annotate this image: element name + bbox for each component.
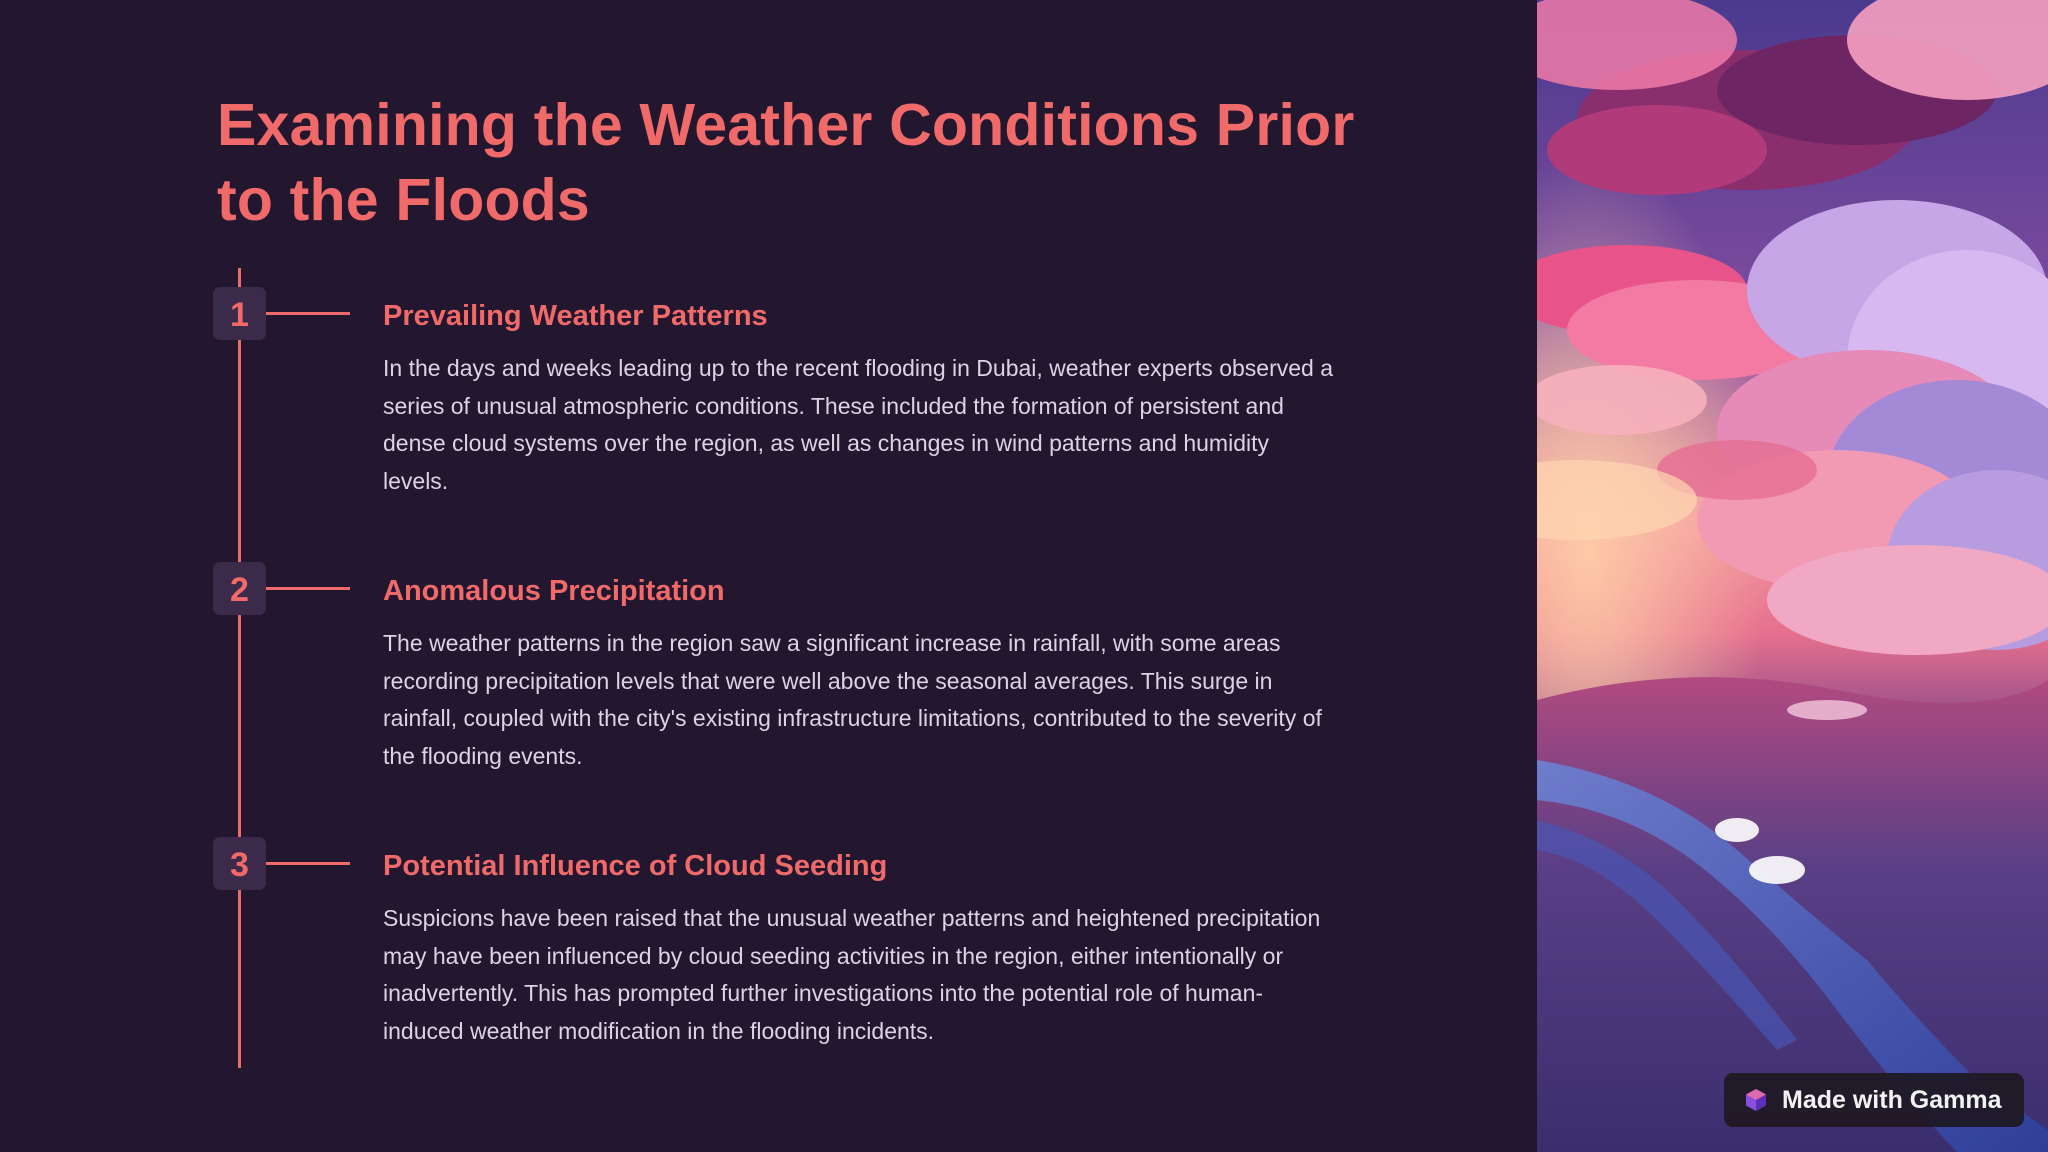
step-connector (266, 312, 350, 315)
step-connector (266, 587, 350, 590)
step-number-badge (213, 287, 266, 340)
step-heading: Potential Influence of Cloud Seeding (383, 850, 888, 882)
badge-label: Made with Gamma (1782, 1085, 2002, 1114)
step-number-badge (213, 837, 266, 890)
cloudscape-illustration (1537, 0, 2048, 1152)
step-body: In the days and weeks leading up to the recent flooding in Dubai, weather experts observed a series of unusual atmospheric conditions. These included the formation of persistent and dense cloud systems over the region, as well as changes in wind patterns and humidity levels. (383, 355, 1333, 494)
step-heading: Anomalous Precipitation (383, 575, 725, 607)
step-number-badge (213, 562, 266, 615)
step-heading: Prevailing Weather Patterns (383, 300, 768, 332)
timeline-line (238, 268, 241, 1068)
step-number: 2 (230, 571, 249, 609)
step-body: The weather patterns in the region saw a significant increase in rainfall, with some areas recording precipitation levels that were well above the seasonal averages. This surge in rainfall, coupled with the city's existing infrastructure limitations, contributed to the severity of the flooding events. (383, 630, 1322, 769)
gamma-logo-icon (1744, 1088, 1768, 1112)
step-number: 3 (230, 846, 249, 884)
slide-title: Examining the Weather Conditions Prior to the Floods (217, 92, 1355, 233)
step-body: Suspicions have been raised that the unusual weather patterns and heightened precipitation may have been influenced by cloud seeding activities in the region, either intentionally or inadvertently. This has prompted further investigations into the potential role of human-induced weather modification in the flooding incidents. (383, 905, 1321, 1044)
cloudscape-image (1537, 0, 2048, 1152)
step-connector (266, 862, 350, 865)
step-number: 1 (230, 296, 249, 334)
made-with-gamma-badge[interactable] (1724, 1073, 2024, 1127)
